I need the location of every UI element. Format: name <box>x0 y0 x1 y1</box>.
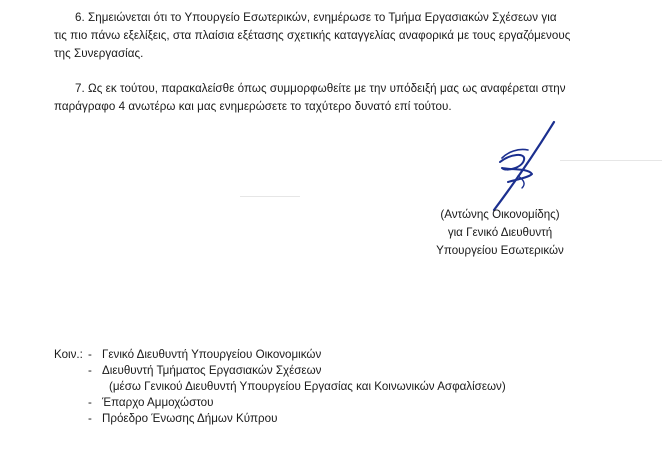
handwritten-signature <box>488 118 564 218</box>
copies-label: Κοιν.: <box>54 348 83 361</box>
scan-artifact-line <box>560 160 662 161</box>
signatory-name: (Αντώνης Οικονομίδης) <box>440 208 560 221</box>
copies-list-item: - Γενικό Διευθυντή Υπουργείου Οικονομικών <box>88 348 322 361</box>
copies-list-item: - Πρόεδρο Ένωσης Δήμων Κύπρου <box>88 412 278 425</box>
signatory-ministry: Υπουργείου Εσωτερικών <box>436 244 564 257</box>
paragraph-7-line-1: 7. Ως εκ τούτου, παρακαλείσθε όπως συμμορφωθείτε με την υπόδειξή μας ως αναφέρεται στην <box>75 82 566 95</box>
paragraph-7-line-2: παράγραφο 4 ανωτέρω και μας ενημερώσετε το ταχύτερο δυνατό επί τούτου. <box>54 100 452 113</box>
paragraph-7 <box>54 80 614 116</box>
copies-list-subnote: (μέσω Γενικού Διευθυντή Υπουργείου Εργασίας και Κοινωνικών Ασφαλίσεων) <box>109 380 506 393</box>
signatory-on-behalf: για Γενικό Διευθυντή <box>447 226 553 239</box>
paragraph-6-line-2: τις πιο πάνω εξελίξεις, στα πλαίσια εξέτασης σχετικής καταγγελίας αναφορικά με τους εργαζόμενους <box>54 29 571 42</box>
paragraph-6 <box>54 9 614 63</box>
copies-list-item: - Διευθυντή Τμήματος Εργασιακών Σχέσεων <box>88 364 322 377</box>
copies-list <box>88 347 506 427</box>
paragraph-6-line-1: 6. Σημειώνεται ότι το Υπουργείο Εσωτερικών, ενημέρωσε το Τμήμα Εργασιακών Σχέσεων για <box>75 11 557 24</box>
paragraph-6-line-3: της Συνεργασίας. <box>54 47 144 60</box>
scan-artifact-line <box>240 196 300 197</box>
signature-block <box>400 206 600 260</box>
copies-list-item: - Έπαρχο Αμμοχώστου <box>88 396 214 409</box>
